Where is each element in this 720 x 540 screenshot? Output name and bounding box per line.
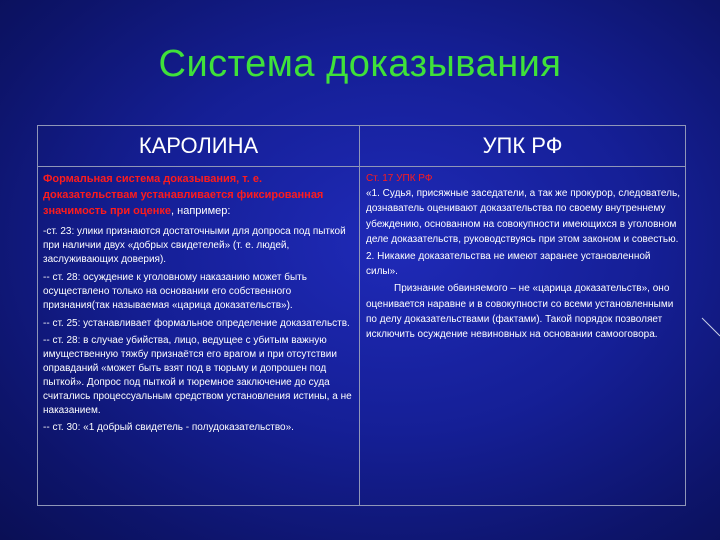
karolina-lead-highlight: Формальная система доказывания, т. е. доказательствам устанавливается фиксированная значимость при оценке: [43, 173, 324, 217]
slide-title: Система доказывания: [158, 43, 562, 85]
upk-cell: [360, 167, 686, 506]
karolina-lead-rest: , например:: [171, 205, 231, 217]
header-upk-rf: УПК РФ: [360, 126, 686, 167]
upk-paragraph-3: Признание обвиняемого – не «царица доказательств», оно оценивается наравне и в совокупности со всеми установленными по делу доказательствами (фактами). Такой порядок позволяет исключить осуждение невиновных на основании самооговора.: [366, 283, 674, 341]
karolina-cell: [38, 167, 360, 506]
karolina-lead: [43, 171, 356, 219]
upk-paragraph-2: 2. Никакие доказательства не имеют заранее установленной силы».: [366, 251, 651, 278]
header-row: [38, 126, 686, 167]
karolina-item: -- ст. 30: «1 добрый свидетель - полудоказательство».: [43, 422, 294, 433]
karolina-item: -- ст. 25: устанавливает формальное определение доказательств.: [43, 318, 350, 329]
comparison-table: [37, 125, 686, 506]
karolina-item: -ст. 23: улики признаются достаточными для допроса под пыткой при наличии двух «добрых свидетелей» (т. е. людей, заслуживающих доверия).: [43, 226, 346, 265]
upk-heading: Ст. 17 УПК РФ: [366, 173, 433, 184]
decorative-line: [700, 300, 720, 340]
karolina-item: -- ст. 28: осуждение к уголовному наказанию может быть осуществлено только на основании его собственного признания(так называемая «царица доказательств»).: [43, 272, 307, 311]
header-karolina: КАРОЛИНА: [38, 126, 360, 167]
body-row: [38, 167, 686, 506]
karolina-item: -- ст. 28: в случае убийства, лицо, ведущее с убитым важную имущественную тяжбу признаётся его врагом и при отсутствии оправданий «может быть взят под в тюрьму и допрошен под пыткой». Допрос под пыткой и тюремное заключение до суда считались процессуальным средством установления истины, а не наказанием.: [43, 335, 352, 416]
upk-paragraph-1: «1. Судья, присяжные заседатели, а так же прокурор, следователь, дознаватель оценивают доказательства по своему внутреннему убеждению, основанном на совокупности имеющихся в уголовном деле доказательств, руководствуясь при этом законом и совестью.: [366, 188, 680, 245]
